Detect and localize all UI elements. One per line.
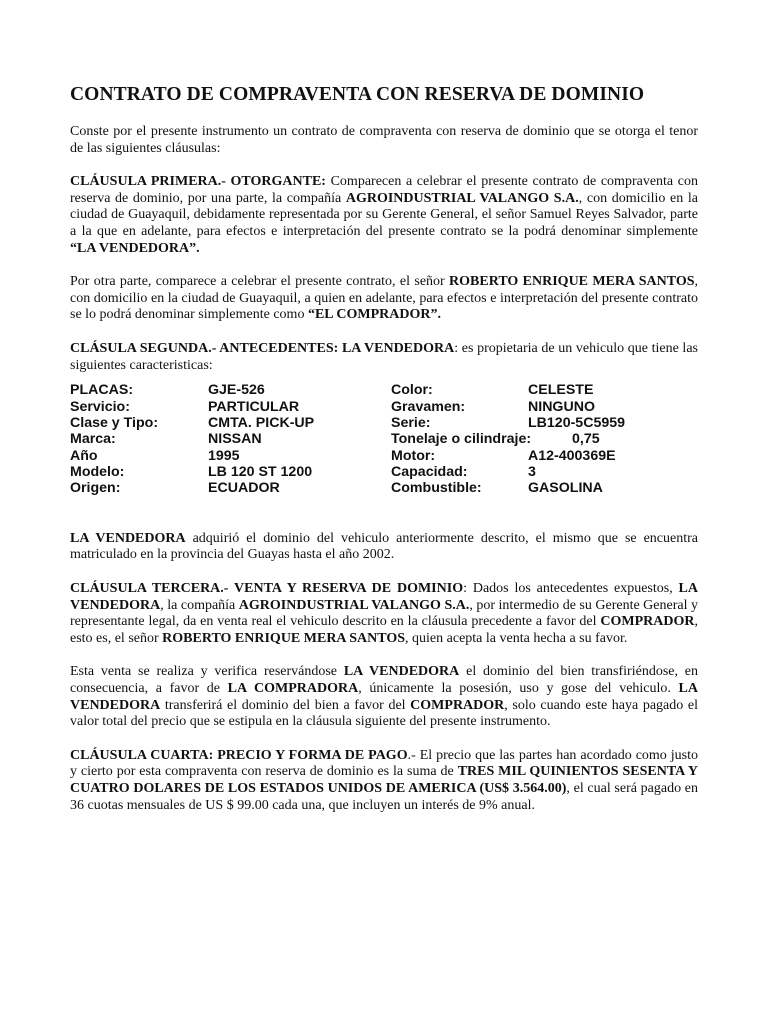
spec-row (70, 480, 698, 496)
motor-label: Motor: (391, 447, 436, 464)
gravamen-label: Gravamen: (391, 398, 466, 415)
clausula-tercera-paragraph (70, 581, 698, 647)
capacidad-label: Capacidad: (391, 464, 468, 481)
spec-row (70, 399, 698, 415)
comprador-text-1: Por otra parte, comparece a celebrar el presente contrato, el señor (70, 274, 450, 290)
tonelaje-label: Tonelaje o cilindraje: (391, 431, 532, 448)
color-label: Color: (391, 382, 433, 399)
clausula-tercera-text-2: , la compañía (160, 597, 239, 613)
clausula-segunda-paragraph (70, 341, 698, 374)
clase-value: CMTA. PICK-UP (208, 414, 315, 431)
spec-row (70, 448, 698, 464)
clausula-primera-company: AGROINDUSTRIAL VALANGO S.A. (345, 190, 579, 206)
placas-label: PLACAS: (70, 382, 134, 399)
clausula-primera-alias: “LA VENDEDORA”. (70, 240, 200, 256)
gravamen-value: NINGUNO (528, 398, 595, 415)
servicio-value: PARTICULAR (208, 398, 300, 415)
anio-label: Año (70, 447, 98, 464)
clausula-tercera-company: AGROINDUSTRIAL VALANGO S.A. (238, 597, 470, 613)
clausula-cuarta-text-1: .- El precio que las partes han acordado como justo y cierto por esta compraventa con reserva de dominio es la suma de (70, 747, 698, 780)
reserva-party-2: LA COMPRADORA (227, 681, 359, 697)
clausula-tercera-text-1: : Dados los antecedentes expuestos, (463, 581, 679, 597)
clausula-primera-paragraph (70, 174, 698, 257)
clausula-cuarta-text-2: , el cual será pagado en 36 cuotas mensuales de US $ 99.00 cada una, que incluyen un interés de 9% anual. (70, 780, 698, 813)
reserva-text-1: Esta venta se realiza y verifica reservándose (70, 664, 344, 680)
marca-label: Marca: (70, 431, 116, 448)
dominio-paragraph (70, 531, 698, 564)
placas-value: GJE-526 (208, 382, 265, 399)
spec-row (70, 464, 698, 480)
combustible-label: Combustible: (391, 480, 482, 497)
clausula-cuarta-heading: CLÁUSULA CUARTA: PRECIO Y FORMA DE PAGO (70, 747, 408, 763)
vehicle-specs-table (70, 382, 698, 497)
motor-value: A12-400369E (528, 447, 616, 464)
capacidad-value: 3 (528, 464, 536, 481)
clase-label: Clase y Tipo: (70, 414, 159, 431)
intro-text: Conste por el presente instrumento un contrato de compraventa con reserva de dominio que se otorga el tenor de las siguientes cláusulas: (70, 124, 698, 156)
reserva-paragraph (70, 664, 698, 730)
comprador-alias: “EL COMPRADOR”. (307, 307, 441, 323)
comprador-name: ROBERTO ENRIQUE MERA SANTOS (449, 274, 695, 290)
spec-row (70, 382, 698, 398)
clausula-tercera-name: ROBERTO ENRIQUE MERA SANTOS (162, 630, 406, 646)
modelo-value: LB 120 ST 1200 (208, 464, 313, 481)
clausula-cuarta-amount: TRES MIL QUINIENTOS SESENTA Y CUATRO DOLARES DE LOS ESTADOS UNIDOS DE AMERICA (US$ 3.564.00) (70, 764, 698, 796)
tonelaje-value: 0,75 (572, 431, 600, 448)
marca-value: NISSAN (208, 431, 262, 448)
serie-label: Serie: (391, 414, 431, 431)
clausula-tercera-party: LA VENDEDORA (70, 581, 698, 613)
reserva-party-3: LA VENDEDORA (70, 681, 698, 713)
clausula-tercera-text-4: , esto es, el señor (70, 614, 698, 646)
clausula-tercera-buyer: COMPRADOR (600, 614, 695, 630)
clausula-cuarta-paragraph (70, 748, 698, 814)
contract-title: CONTRATO DE COMPRAVENTA CON RESERVA DE DOMINIO (70, 84, 645, 105)
anio-value: 1995 (208, 447, 240, 464)
serie-value: LB120-5C5959 (528, 414, 626, 431)
clausula-segunda-party: LA VENDEDORA (338, 340, 455, 356)
clausula-segunda-text: : es propietaria de un vehiculo que tiene las siguientes caracteristicas: (70, 340, 698, 373)
clausula-tercera-heading: CLÁUSULA TERCERA.- VENTA Y RESERVA DE DOMINIO (70, 581, 464, 597)
color-value: CELESTE (528, 382, 594, 399)
spec-row (70, 431, 698, 447)
intro-paragraph (70, 124, 698, 157)
reserva-text-4: transferirá el dominio del bien a favor del (160, 697, 411, 713)
combustible-value: GASOLINA (528, 480, 603, 497)
modelo-label: Modelo: (70, 464, 125, 481)
clausula-primera-text-2: , con domicilio en la ciudad de Guayaquil, debidamente representada por su Gerente General, el señor Samuel Reyes Salvador, parte a la que en adelante, para efectos e interpretación del presente contrato se la podrá denominar simplemente (70, 190, 698, 239)
dominio-text: adquirió el dominio del vehiculo anteriormente descrito, el mismo que se encuentra matriculado en la provincia del Guayas hasta el año 2002. (70, 530, 698, 563)
clausula-tercera-text-3: , por intermedio de su Gerente General y representante legal, da en venta real el vehiculo descrito en la cláusula precedente a favor del (70, 597, 698, 630)
reserva-text-5: , solo cuando este haya pagado el valor total del precio que se estipula en la cláusula siguiente del presente instrumento. (70, 697, 698, 730)
clausula-segunda-heading: CLÁSULA SEGUNDA.- ANTECEDENTES: (70, 340, 339, 356)
clausula-primera-text-1: Comparecen a celebrar el presente contrato de compraventa con reserva de dominio, por una parte, la compañía (70, 174, 698, 206)
clausula-primera-heading: CLÁUSULA PRIMERA.- OTORGANTE: (70, 174, 326, 190)
comprador-text-2: , con domicilio en la ciudad de Guayaquil, a quien en adelante, para efectos e interpretación del presente contrato se lo podrá denominar simplemente como (70, 274, 698, 323)
servicio-label: Servicio: (70, 398, 130, 415)
reserva-text-3: , únicamente la posesión, uso y gose del vehiculo. (358, 681, 679, 697)
reserva-text-2: el dominio del bien transfiriéndose, en consecuencia, a favor de (70, 664, 699, 697)
reserva-buyer: COMPRADOR (410, 697, 505, 713)
spec-row (70, 415, 698, 431)
origen-label: Origen: (70, 480, 121, 497)
reserva-party-1: LA VENDEDORA (343, 664, 460, 680)
comprador-paragraph (70, 274, 698, 324)
dominio-party: LA VENDEDORA (70, 530, 186, 546)
origen-value: ECUADOR (208, 480, 280, 497)
clausula-tercera-text-5: , quien acepta la venta hecha a su favor. (405, 630, 628, 646)
